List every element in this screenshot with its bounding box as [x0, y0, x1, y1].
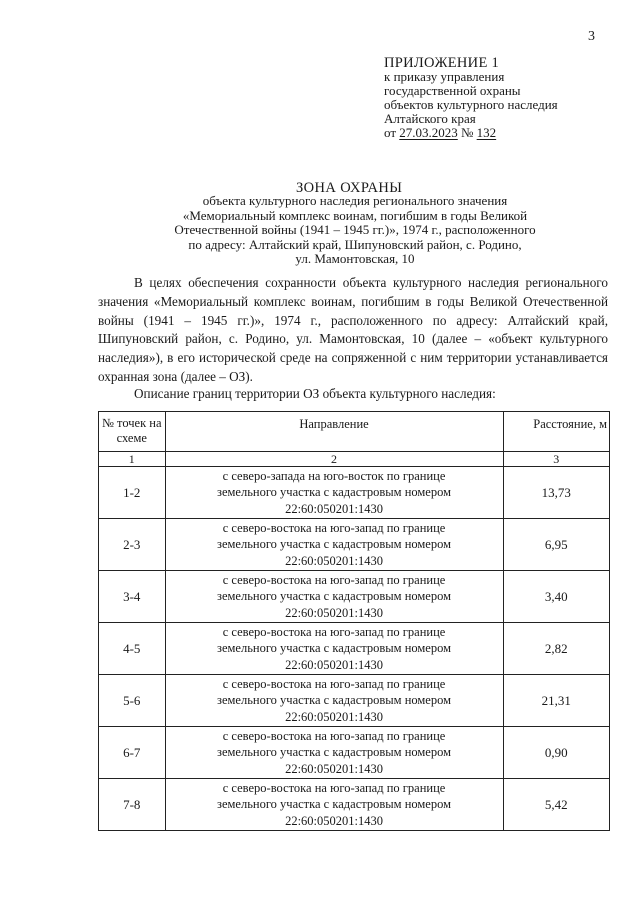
direction-cell: [165, 727, 503, 779]
direction-line: земельного участка с кадастровым номером: [217, 641, 452, 656]
col-index: 3: [503, 452, 610, 467]
direction-line: с северо-востока на юго-запад по границе: [222, 520, 446, 535]
table-row: [99, 467, 610, 519]
table-row: [99, 519, 610, 571]
direction-line: 22:60:050201:1430: [285, 709, 383, 724]
table-row: [99, 675, 610, 727]
page-number: 3: [588, 29, 595, 44]
subtitle-line: объекта культурного наследия регионального значения: [202, 193, 508, 208]
points-cell: 5-6: [99, 675, 166, 727]
table-row: [99, 727, 610, 779]
header-direction: Направление: [165, 412, 503, 452]
boundary-table: [98, 411, 610, 831]
distance-cell: 3,40: [503, 571, 610, 623]
direction-line: земельного участка с кадастровым номером: [217, 589, 452, 604]
direction-cell: [165, 623, 503, 675]
distance-cell: 0,90: [503, 727, 610, 779]
direction-line: 22:60:050201:1430: [285, 605, 383, 620]
direction-cell: [165, 779, 503, 831]
direction-line: с северо-востока на юго-запад по границе: [222, 572, 446, 587]
direction-cell: [165, 571, 503, 623]
direction-line: с северо-востока на юго-запад по границе: [222, 780, 446, 795]
direction-cell: [165, 467, 503, 519]
direction-line: 22:60:050201:1430: [285, 553, 383, 568]
appendix-block: [384, 56, 624, 140]
table-row: [99, 571, 610, 623]
direction-line: с северо-востока на юго-запад по границе: [222, 676, 446, 691]
subtitle-line: Отечественной войны (1941 – 1945 гг.)», 1974 г., расположенного: [174, 222, 536, 237]
direction-line: земельного участка с кадастровым номером: [217, 485, 452, 500]
points-cell: 6-7: [99, 727, 166, 779]
zone-title: ЗОНА ОХРАНЫ: [296, 180, 403, 196]
table-row: [99, 779, 610, 831]
appendix-line: к приказу управления: [384, 69, 505, 84]
direction-line: с северо-востока на юго-запад по границе: [222, 728, 446, 743]
points-cell: 4-5: [99, 623, 166, 675]
points-cell: 3-4: [99, 571, 166, 623]
table-header-row: [99, 412, 610, 452]
zone-subtitle: [100, 194, 610, 267]
table-intro: Описание границ территории ОЗ объекта культурного наследия:: [134, 386, 496, 401]
header-points: № точек на схеме: [99, 412, 166, 452]
direction-line: 22:60:050201:1430: [285, 657, 383, 672]
subtitle-line: «Мемориальный комплекс воинам, погибшим в годы Великой: [182, 207, 528, 223]
direction-line: земельного участка с кадастровым номером: [217, 745, 452, 760]
table-row: [99, 623, 610, 675]
distance-cell: 21,31: [503, 675, 610, 727]
number-sign: №: [461, 125, 474, 140]
order-date: 27.03.2023: [399, 125, 458, 140]
date-prefix: от: [384, 125, 397, 140]
distance-cell: 13,73: [503, 467, 610, 519]
direction-line: с северо-востока на юго-запад по границе: [222, 624, 446, 639]
distance-cell: 2,82: [503, 623, 610, 675]
direction-line: земельного участка с кадастровым номером: [217, 537, 452, 552]
col-index: 1: [99, 452, 166, 467]
appendix-line: объектов культурного наследия: [384, 97, 558, 112]
distance-cell: 6,95: [503, 519, 610, 571]
body-paragraph: В целях обеспечения сохранности объекта культурного наследия регионального значения «Мемориальный комплекс воинам, погибшим в годы Великой Отечественной войны (1941 – 1945 гг.)», 1974 г., расположенного по адресу: Алтайский край, Шипуновский район, с. Родино, ул. Мамонтовская, 10 (далее – «объект культурного наследия»), в его исторической среде на сопряженной с ним территории устанавливается охранная зона (далее – ОЗ).: [98, 275, 608, 384]
direction-line: 22:60:050201:1430: [285, 761, 383, 776]
subtitle-line: по адресу: Алтайский край, Шипуновский район, с. Родино,: [188, 236, 522, 252]
appendix-line: государственной охраны: [384, 83, 521, 98]
appendix-line: Алтайского края: [384, 111, 476, 126]
direction-line: с северо-запада на юго-восток по границе: [222, 468, 446, 483]
order-number: 132: [476, 125, 497, 140]
direction-line: земельного участка с кадастровым номером: [217, 797, 452, 812]
distance-cell: 5,42: [503, 779, 610, 831]
points-cell: 7-8: [99, 779, 166, 831]
direction-line: земельного участка с кадастровым номером: [217, 693, 452, 708]
points-cell: 1-2: [99, 467, 166, 519]
direction-line: 22:60:050201:1430: [285, 501, 383, 516]
header-distance: Расстояние, м: [503, 412, 610, 452]
points-cell: 2-3: [99, 519, 166, 571]
appendix-date-line: [384, 126, 624, 140]
direction-line: 22:60:050201:1430: [285, 813, 383, 828]
appendix-heading: ПРИЛОЖЕНИЕ 1: [384, 55, 500, 71]
column-index-row: [99, 452, 610, 467]
direction-cell: [165, 519, 503, 571]
subtitle-line: ул. Мамонтовская, 10: [295, 251, 415, 266]
direction-cell: [165, 675, 503, 727]
col-index: 2: [165, 452, 503, 467]
